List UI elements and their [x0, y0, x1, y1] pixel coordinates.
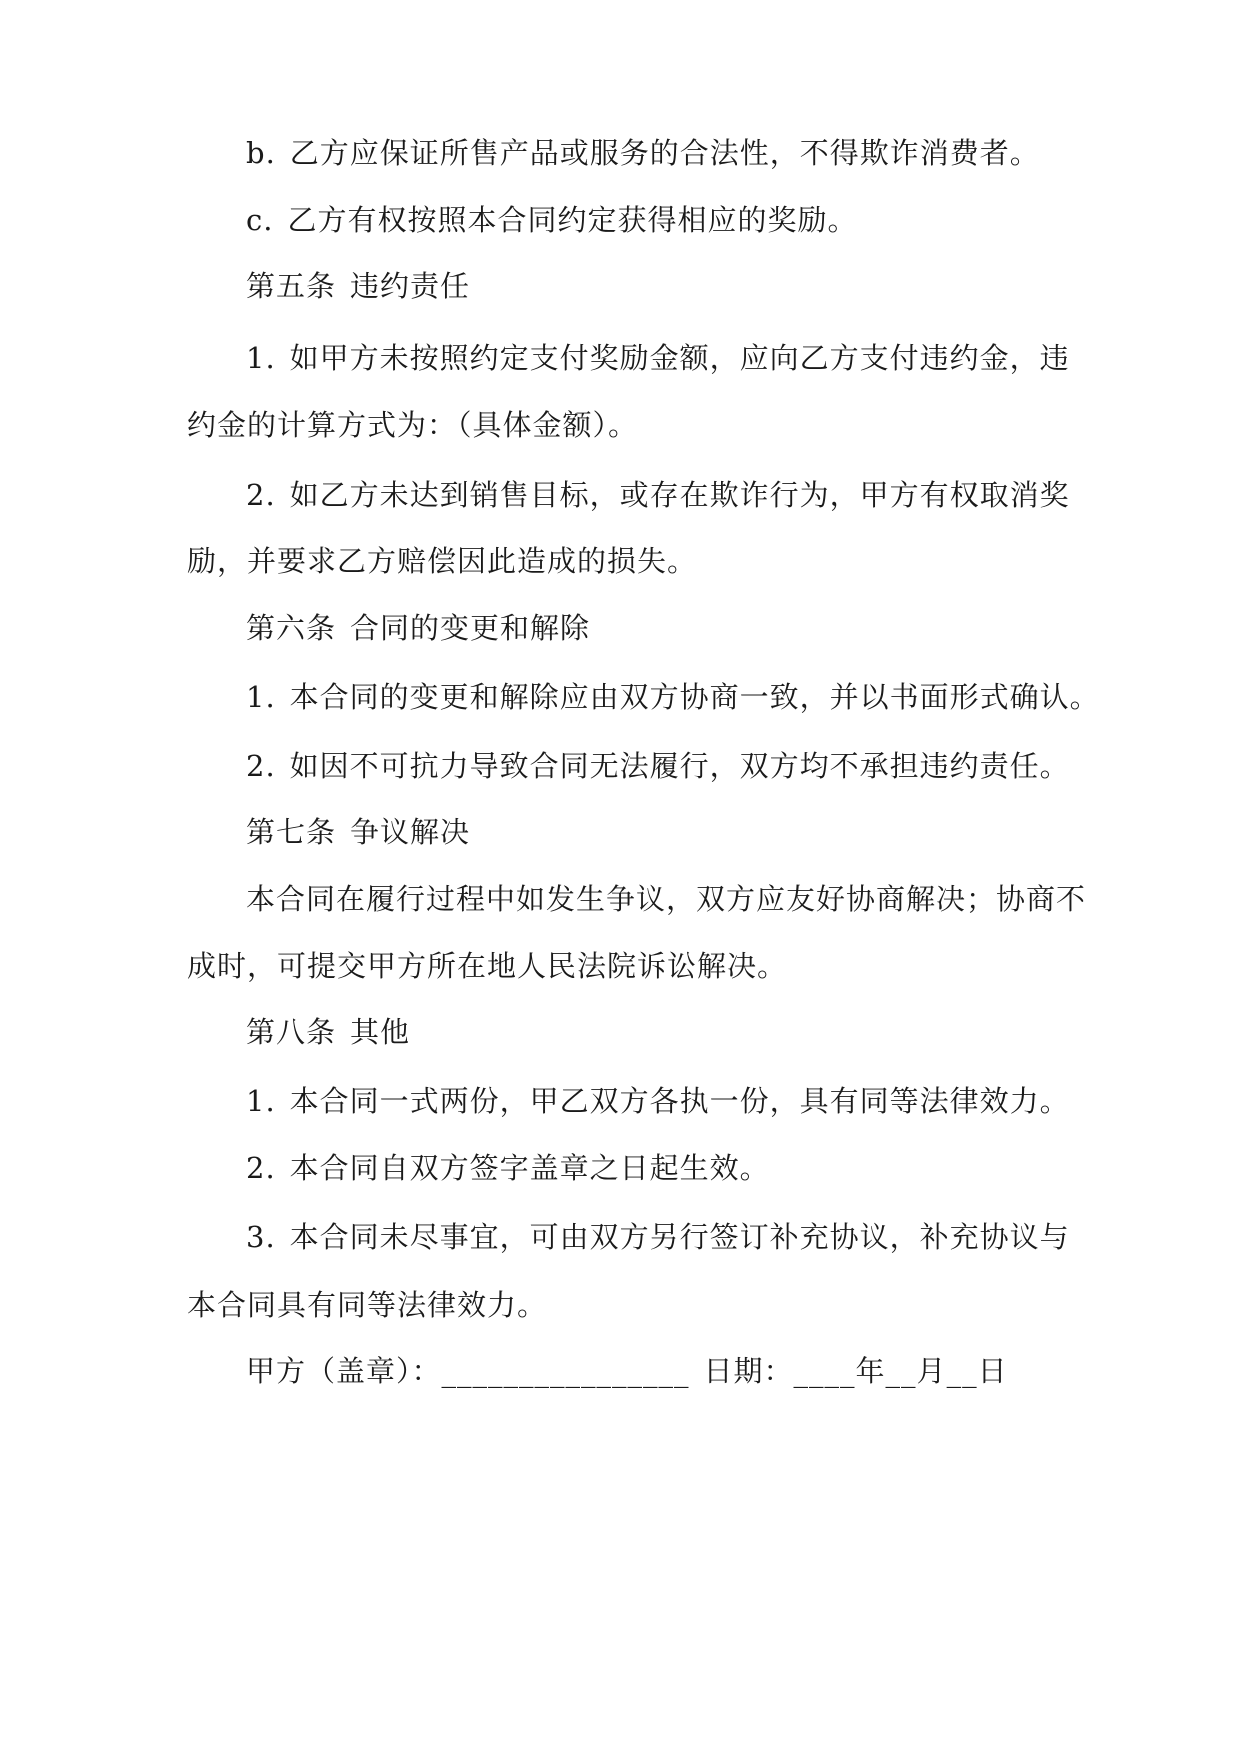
article7-line1: 本合同在履行过程中如发生争议，双方应友好协商解决；协商不 [246, 882, 1087, 916]
year-label: 年 [855, 1354, 886, 1388]
date-label: 日期： [703, 1354, 794, 1388]
year-blank: ____ [793, 1354, 856, 1388]
article-title: 其他 [350, 1015, 411, 1049]
list-item-text: 本合同未尽事宜，可由双方另行签订补充协议，补充协议与 [289, 1220, 1070, 1254]
article8-item2 [246, 1148, 770, 1188]
article5-item1-line1 [246, 338, 1070, 378]
article7-line2: 成时，可提交甲方所在地人民法院诉讼解决。 [187, 949, 788, 983]
signature-line [246, 1351, 1008, 1391]
list-item-text: 乙方应保证所售产品或服务的合法性，不得欺诈消费者。 [289, 136, 1040, 170]
list-marker: 2. [246, 749, 276, 783]
article6-heading [246, 608, 590, 648]
article8-item1 [246, 1081, 1070, 1121]
article6-item2 [246, 746, 1070, 786]
list-item-text: 本合同一式两份，甲乙双方各执一份，具有同等法律效力。 [289, 1084, 1070, 1118]
article-number: 第六条 [246, 611, 337, 645]
day-label: 日 [977, 1354, 1008, 1388]
article4-item-c [246, 200, 857, 240]
list-item-text: 如乙方未达到销售目标，或存在欺诈行为，甲方有权取消奖 [289, 478, 1070, 512]
article7-heading [246, 812, 470, 852]
list-marker: b. [246, 136, 276, 170]
article-number: 第八条 [246, 1015, 337, 1049]
list-marker: 1. [246, 680, 276, 714]
month-label: 月 [916, 1354, 947, 1388]
article-title: 合同的变更和解除 [350, 611, 591, 645]
article-title: 争议解决 [350, 815, 471, 849]
article5-heading [246, 266, 470, 306]
article4-item-b [246, 133, 1040, 173]
article8-heading [246, 1012, 410, 1052]
party-a-blank: ________________ [441, 1354, 690, 1388]
list-marker: 2. [246, 1151, 276, 1185]
month-blank: __ [885, 1354, 917, 1388]
article8-item3-line2: 本合同具有同等法律效力。 [187, 1288, 548, 1322]
article5-item2-line2: 励，并要求乙方赔偿因此造成的损失。 [187, 544, 698, 578]
list-item-text: 如甲方未按照约定支付奖励金额，应向乙方支付违约金，违 [289, 341, 1070, 375]
day-blank: __ [946, 1354, 978, 1388]
list-marker: 1. [246, 341, 276, 375]
list-item-text: 乙方有权按照本合同约定获得相应的奖励。 [287, 203, 858, 237]
article8-item3-line1 [246, 1217, 1070, 1257]
list-item-text: 如因不可抗力导致合同无法履行，双方均不承担违约责任。 [289, 749, 1070, 783]
list-marker: c. [246, 203, 274, 237]
list-marker: 3. [246, 1220, 276, 1254]
list-item-text: 本合同的变更和解除应由双方协商一致，并以书面形式确认。 [289, 680, 1100, 714]
article6-item1 [246, 677, 1100, 717]
article-number: 第五条 [246, 269, 337, 303]
list-marker: 2. [246, 478, 276, 512]
article-number: 第七条 [246, 815, 337, 849]
article-title: 违约责任 [350, 269, 471, 303]
article5-item2-line1 [246, 475, 1070, 515]
article5-item1-line2: 约金的计算方式为：（具体金额）。 [187, 408, 639, 442]
list-marker: 1. [246, 1084, 276, 1118]
list-item-text: 本合同自双方签字盖章之日起生效。 [289, 1151, 770, 1185]
party-a-label: 甲方（盖章）： [246, 1354, 442, 1388]
